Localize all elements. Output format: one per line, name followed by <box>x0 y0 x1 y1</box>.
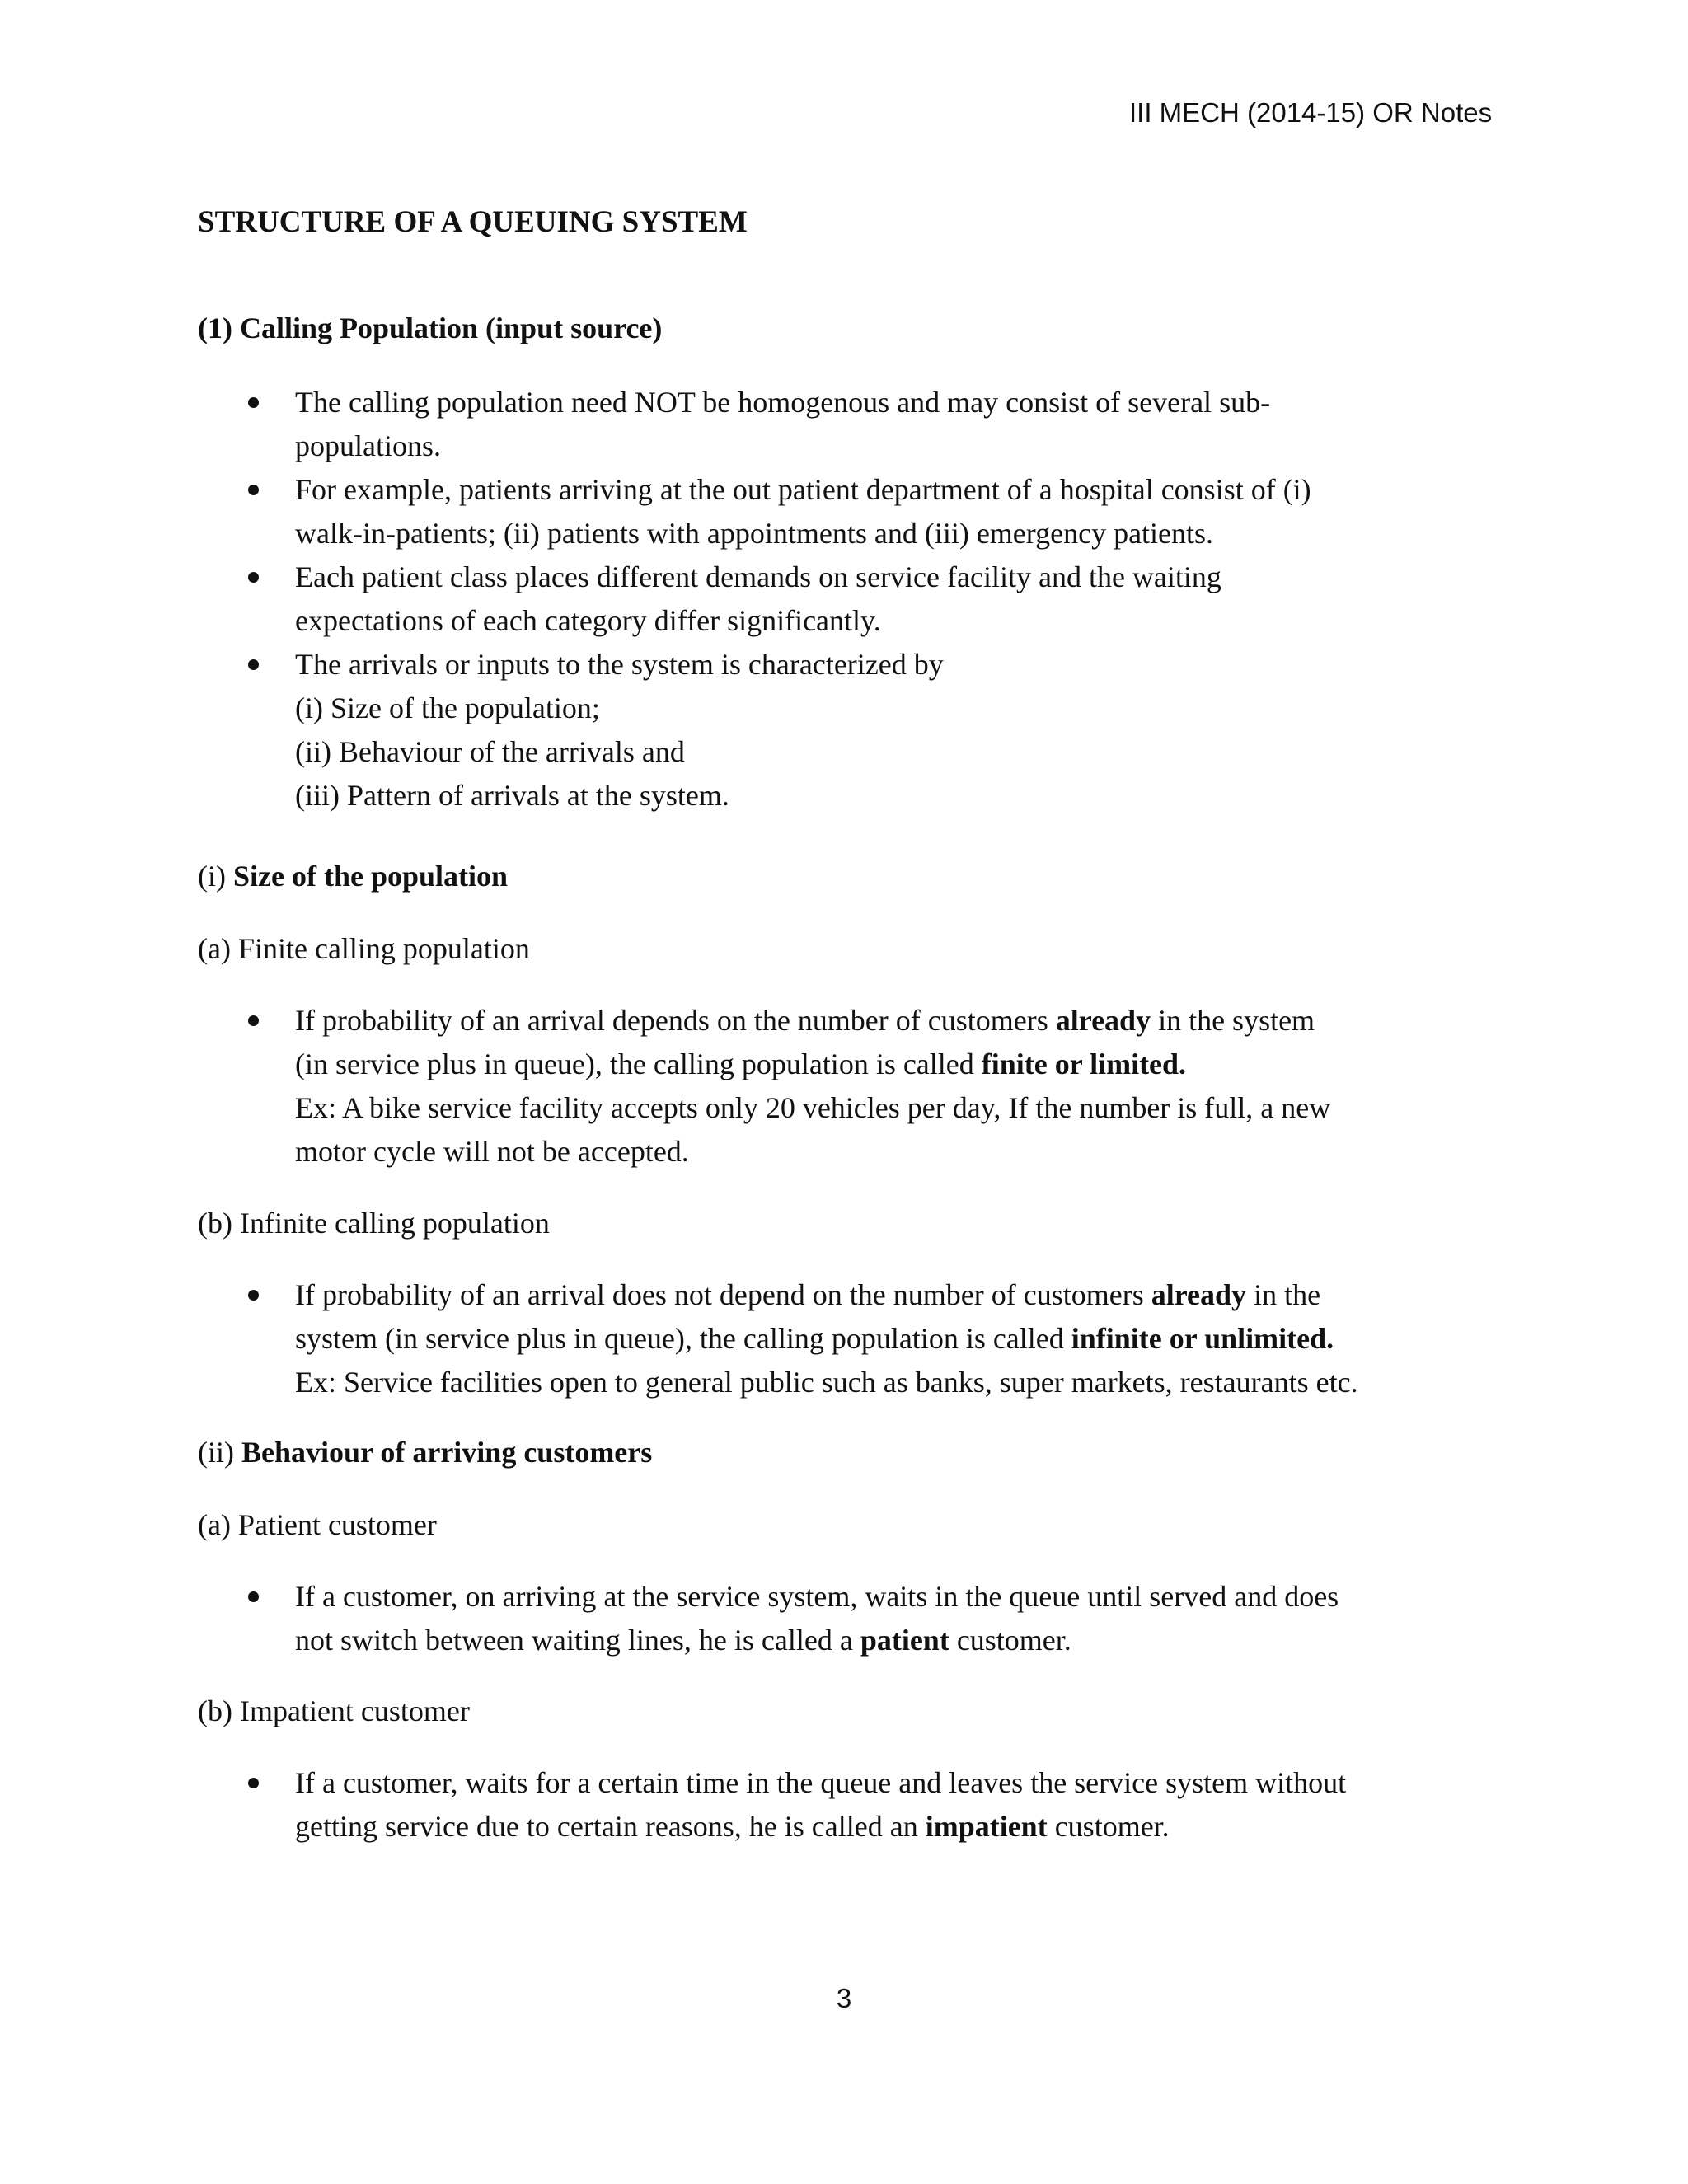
infinite-population-bullet-list <box>198 1273 1484 1404</box>
bullet-item: For example, patients arriving at the out patient department of a hospital consist of (i) walk-in-patients; (ii) patients with appointments and (iii) emergency patients. <box>198 468 1484 555</box>
bullet-item: The arrivals or inputs to the system is characterized by (i) Size of the population; (ii) Behaviour of the arrivals and (iii) Pattern of arrivals at the system. <box>198 643 1484 818</box>
patient-customer-heading: (a) Patient customer <box>198 1508 437 1541</box>
page-number: 3 <box>836 1983 852 2013</box>
bullet-icon <box>248 1015 259 1026</box>
subsection-heading-behaviour: (ii) Behaviour of arriving customers <box>198 1436 653 1469</box>
calling-population-bullet-list <box>198 381 1484 818</box>
bullet-icon <box>248 572 259 583</box>
bullet-icon <box>248 659 259 670</box>
page-header: III MECH (2014-15) OR Notes <box>1129 97 1493 128</box>
bullet-item: The calling population need NOT be homogenous and may consist of several sub- populations. <box>198 381 1484 468</box>
bullet-item: If probability of an arrival depends on the number of customers already in the system (in service plus in queue), the calling population is called finite or limited. Ex: A bike service facility accepts only 20 vehicles per day, If the number is full, a new motor cycle will not be accepted. <box>198 999 1484 1174</box>
bullet-item: Each patient class places different demands on service facility and the waiting expectations of each category differ significantly. <box>198 555 1484 643</box>
bullet-item: If probability of an arrival does not depend on the number of customers already in the system (in service plus in queue), the calling population is called infinite or unlimited. Ex: Service facilities open to general public such as banks, super markets, restaurants etc. <box>198 1273 1484 1404</box>
bullet-icon <box>248 485 259 495</box>
finite-population-bullet-list <box>198 999 1484 1174</box>
infinite-population-heading: (b) Infinite calling population <box>198 1207 550 1240</box>
bullet-item: If a customer, on arriving at the service system, waits in the queue until served and does not switch between waiting lines, he is called a patient customer. <box>198 1575 1484 1662</box>
bullet-icon <box>248 1591 259 1602</box>
bullet-icon <box>248 1290 259 1301</box>
bullet-icon <box>248 397 259 408</box>
impatient-customer-heading: (b) Impatient customer <box>198 1694 470 1727</box>
section-heading-calling-population: (1) Calling Population (input source) <box>198 312 663 344</box>
bullet-icon <box>248 1778 259 1788</box>
finite-population-heading: (a) Finite calling population <box>198 932 530 965</box>
page-title: STRUCTURE OF A QUEUING SYSTEM <box>198 205 748 239</box>
bullet-item: If a customer, waits for a certain time in the queue and leaves the service system without getting service due to certain reasons, he is called an impatient customer. <box>198 1761 1484 1849</box>
impatient-customer-bullet-list <box>198 1761 1484 1849</box>
patient-customer-bullet-list <box>198 1575 1484 1662</box>
subsection-heading-size: (i) Size of the population <box>198 860 509 893</box>
